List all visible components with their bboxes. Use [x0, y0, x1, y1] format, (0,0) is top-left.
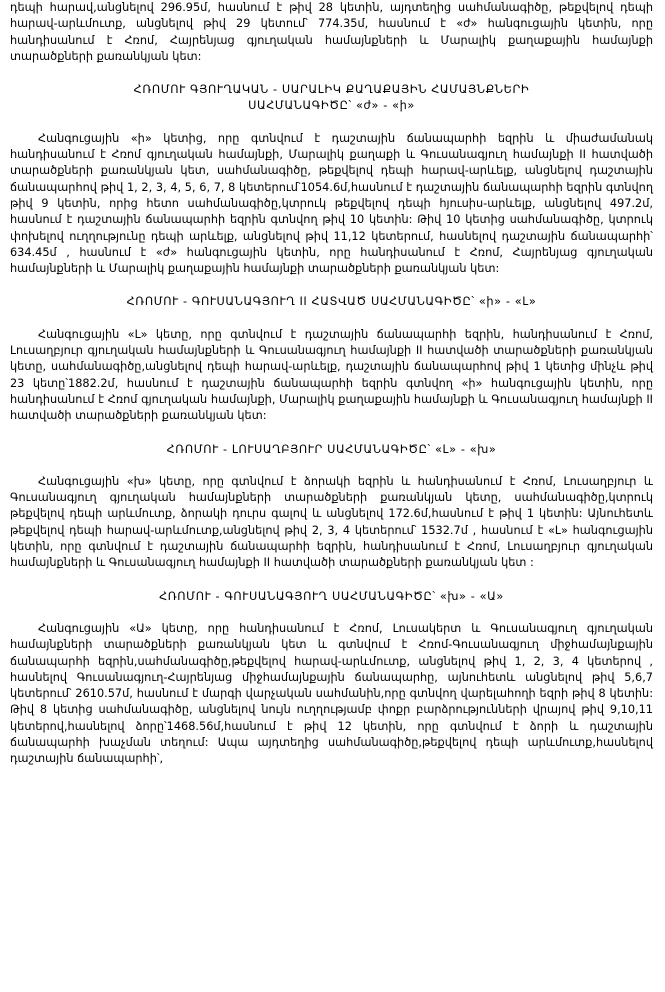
paragraph-4: Հանգուցային «խ» կետը, որը գտնվում է ձորակի եզրին և հանդիսանում է Հռոմ, Լուսաղբյուր և Գուսանագյուղ գյուղական համայնքների տարածքների քառանկյան կետը, սահմանագիծը,կտրուկ թեքվելով դեպի արևմուտք, ձորակի դուրս գալով և անցնելով 172.6մ,հասնում է թիվ 1 կետին: Այնուհետև թեքվելով դեպի հարավ-արևմուտք,անցնելով թիվ 2, 3, 4 կետերում՝ 1532.7մ , հասնում է «Լ» հանգուցային կետին, որը գտնվում է դաշտային ճանապարհի եզրին, հանդիսանում է Հռոմ, Լուսաղբյուր գյուղական համայնքների և Գուսանագյուղ համայնքի II հատվածի տարածքների քառանկյան կետ : [10, 474, 653, 570]
spacer [10, 572, 653, 589]
paragraph-2: Հանգուցային «ի» կետից, որը գտնվում է դաշտային ճանապարհի եզրին և միաժամանակ հանդիսանում է Հռոմ գյուղական համայնքի, Մարալիկ քաղաքի և Գուսանագյուղ համայնքի II հատվածի տարածքների քառանկյան կետ, սահմանագիծը, թեքվելով դեպի հարավ-արևելք, անցնելով դաշտային ճանապարհով թիվ 1, 2, 3, 4, 5, 6, 7, 8 կետերում՝1054.6մ,հասնում է դաշտային ճանապարհի եզրին գտնվող թիվ 9 կետին, որից հետո սահմանագիծը,կտրուկ թեքվելով դեպի հյուսիս-արևելք, անցնելով 497.2մ, հասնում է դաշտային ճանապարհի եզրին գտնվող թիվ 10 կետին: Թիվ 10 կետից սահմանագիծը, կտրուկ փոխելով ուղղությունը դեպի արևելք, անցնելով թիվ 11,12 կետերում, հասնելով դաշտային ճանապարհի՝ 634.45մ , հասնում է «ժ» հանգուցային կետին, որը հանդիսանում է Հռոմ, Հայրենյաց գյուղական համայնքների և Մարալիկ քաղաքային համայնքի տարածքների քառանկյան կետ: [10, 131, 653, 276]
paragraph-3: Հանգուցային «Լ» կետը, որը գտնվում է դաշտային ճանապարհի եզրին, հանդիսանում է Հռոմ, Լուսաղբյուր գյուղական համայնքների և Գուսանագյուղ համայնքի II հատվածի տարածքների քառանկյան կետը, սահմանագիծը,անցնելով դեպի հարավ-արևելք, դաշտային ճանապարհով թիվ 1 կետից մինչև թիվ 23 կետը՝1882.2մ, հասնում է դաշտային ճանապարհի եզրին գտնվող «ի» հանգուցային կետին, որը հանդիսանում է Հռոմ գյուղական համայնքի, Մարալիկ քաղաքային համայնքի և Գուսանագյուղ համայնքի II հատվածի տարածքների քառանկյան կետ: [10, 327, 653, 423]
section-heading-4 [10, 589, 653, 605]
section-heading-3-line-1: ՀՌՈՄՈՒ - ԼՈՒՍԱՂԲՅՈՒՐ ՍԱՀՄԱՆԱԳԻԾԸ՝ «Լ» - «խ» [166, 442, 497, 456]
section-heading-3 [10, 442, 653, 458]
section-heading-2-line-1: ՀՌՈՄՈՒ - ԳՈՒՍԱՆԱԳՅՈՒՂ II ՀԱՏՎԱԾ ՍԱՀՄԱՆԱԳԻԾԸ՝ «ի» - «Լ» [126, 295, 537, 309]
section-heading-4-line-1: ՀՌՈՄՈՒ - ԳՈՒՍԱՆԱԳՅՈՒՂ ՍԱՀՄԱՆԱԳԻԾԸ՝ «խ» - «Ա» [159, 589, 504, 603]
section-heading-1-line-2: ՍԱՀՄԱՆԱԳԻԾԸ՝ «ժ» - «ի» [248, 99, 415, 113]
spacer [10, 425, 653, 442]
section-heading-2 [10, 294, 653, 310]
section-heading-1 [10, 82, 653, 115]
spacer [10, 605, 653, 621]
spacer [10, 458, 653, 474]
spacer [10, 115, 653, 131]
paragraph-5: Հանգուցային «Ա» կետը, որը հանդիսանում է Հռոմ, Լուսակերտ և Գուսանագյուղ գյուղական համայնքների տարածքների քառանկյան կետ և գտնվում է Հռոմ-Գուսանագյուղ միջհամայնքային ճանապարհի եզրին,սահմանագիծը,թեքվելով հարավ-արևմուտք, անցնելով թիվ 1, 2, 3, 4 կետերով , հասնելով Գուսանագյուղ-Հայրենյաց միջհամայնքային ճանապարհը, այնուհետև անցնելով թիվ 5,6,7 կետերում՝ 2610.57մ, հասնում է մարգի վարչական սահմանին,որը գտնվող վարելահողի եզրի թիվ 8 կետին: Թիվ 8 կետից սահմանագիծը, անցնելով նույն ուղղությամբ փոքր բարձրությունների վրայով թիվ 9,10,11 կետերով,հասնելով ձորը՝1468.56մ,հասնում է թիվ 12 կետին, որը գտնվում է ձորի և դաշտային ճանապարհի խաչման տեղում: Ապա այդտեղից սահմանագիծը,թեքվելով դեպի արևմուտք,հասնելով դաշտային ճանապարհի՝, [10, 621, 653, 766]
spacer [10, 277, 653, 294]
paragraph-intro: դեպի հարավ,անցնելով 296.95մ, հասնում է թիվ 28 կետին, այդտեղից սահմանագիծը, թեքվելով դեպի հարավ-արևմուտք, անցնելով թիվ 29 կետում՝ 774.35մ, հասնում է «ժ» հանգուցային կետին, որը հանդիսանում է Հռոմ, Հայրենյաց գյուղական համայնքների և Մարալիկ քաղաքային համայնքի տարածքների քառանկյան կետ: [10, 1, 653, 63]
spacer [10, 65, 653, 82]
section-heading-1-line-1: ՀՌՈՄՈՒ ԳՅՈՒՂԱԿԱՆ - ՍԱՐԱԼԻԿ ՔԱՂԱՔԱՅԻՆ ՀԱՄԱՅՆՔՆԵՐԻ [133, 83, 530, 97]
spacer [10, 311, 653, 327]
